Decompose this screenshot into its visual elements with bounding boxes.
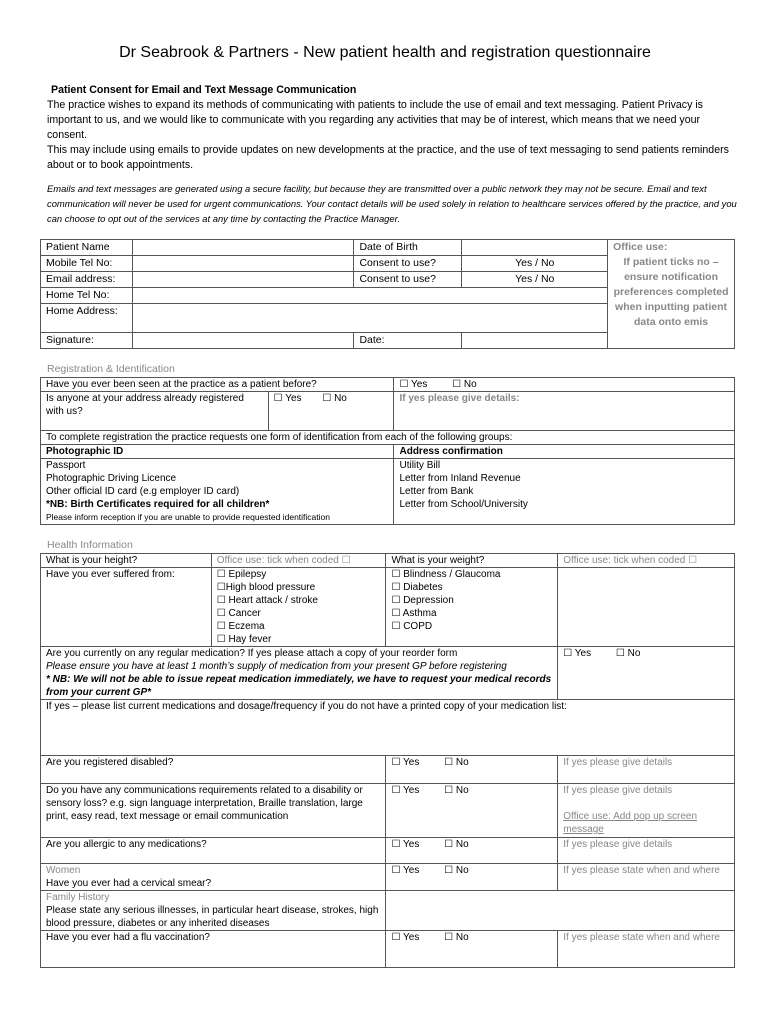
mobile-label: Mobile Tel No:: [41, 256, 133, 272]
consent-label-1: Consent to use?: [354, 256, 462, 272]
condition-checkbox[interactable]: ☐ Asthma: [391, 608, 437, 619]
address-confirm-list: [394, 459, 735, 525]
disabled-details[interactable]: If yes please give details: [558, 756, 735, 784]
conditions-right: [386, 568, 558, 647]
family-history-field[interactable]: [386, 891, 735, 931]
registration-heading: Registration & Identification: [47, 363, 175, 375]
office-use-title: Office use:: [613, 241, 668, 253]
medication-question: Are you currently on any regular medication? If yes please attach a copy of your reorder form: [46, 648, 458, 659]
allergy-yes[interactable]: ☐ Yes: [391, 839, 420, 850]
patient-details-table: [40, 239, 735, 349]
smear-question-cell: [41, 864, 386, 891]
address-confirm-heading: Address confirmation: [394, 445, 735, 459]
comms-yes[interactable]: ☐ Yes: [391, 785, 420, 796]
flu-question: Have you ever had a flu vaccination?: [41, 931, 386, 968]
condition-checkbox[interactable]: ☐ Cancer: [216, 608, 261, 619]
household-yes[interactable]: ☐ Yes: [273, 393, 302, 404]
page-title: Dr Seabrook & Partners - New patient health and registration questionnaire: [119, 44, 651, 61]
condition-checkbox[interactable]: ☐ Depression: [391, 595, 454, 606]
smear-question: Have you ever had a cervical smear?: [46, 878, 212, 889]
smear-no[interactable]: ☐ No: [444, 865, 469, 876]
id-intro: To complete registration the practice requests one form of identification from each of the following groups:: [41, 431, 735, 445]
smear-options: [386, 864, 558, 891]
disabled-no[interactable]: ☐ No: [444, 757, 469, 768]
allergy-options: [386, 838, 558, 864]
medication-options: [558, 647, 735, 700]
household-no[interactable]: ☐ No: [322, 393, 347, 404]
date-field[interactable]: [462, 333, 608, 349]
patient-name-label: Patient Name: [41, 240, 133, 256]
dob-field[interactable]: [462, 240, 608, 256]
condition-checkbox[interactable]: ☐ Hay fever: [216, 634, 272, 645]
mobile-field[interactable]: [132, 256, 354, 272]
condition-checkbox[interactable]: ☐ Blindness / Glaucoma: [391, 569, 501, 580]
smear-yes[interactable]: ☐ Yes: [391, 865, 420, 876]
medication-nb: * NB: We will not be able to issue repeat medication immediately, we have to request your medical records from your current GP*: [46, 674, 552, 698]
comms-options: [386, 784, 558, 838]
disabled-options: [386, 756, 558, 784]
disabled-question: Are you registered disabled?: [41, 756, 386, 784]
address-item: Utility Bill: [399, 460, 441, 471]
women-label: Women: [46, 865, 81, 876]
medication-question-cell: [41, 647, 558, 700]
allergy-no[interactable]: ☐ No: [444, 839, 469, 850]
patient-name-field[interactable]: [132, 240, 354, 256]
conditions-left: [211, 568, 386, 647]
medication-yes[interactable]: ☐ Yes: [563, 648, 592, 659]
comms-no[interactable]: ☐ No: [444, 785, 469, 796]
condition-checkbox[interactable]: ☐ Eczema: [216, 621, 265, 632]
consent-section: [47, 83, 737, 226]
condition-checkbox[interactable]: ☐ Heart attack / stroke: [216, 595, 318, 606]
comms-details[interactable]: If yes please give details: [563, 785, 673, 796]
dob-label: Date of Birth: [354, 240, 462, 256]
height-office-tick[interactable]: Office use: tick when coded ☐: [211, 554, 386, 568]
condition-checkbox[interactable]: ☐High blood pressure: [216, 582, 316, 593]
flu-details[interactable]: If yes please state when and where: [558, 931, 735, 968]
household-options: [268, 392, 394, 431]
reception-note: Please inform reception if you are unable to provide requested identification: [46, 512, 330, 522]
home-address-label: Home Address:: [41, 304, 133, 333]
photo-id-item: Photographic Driving Licence: [46, 473, 177, 484]
consent-disclaimer: Emails and text messages are generated using a secure facility, but because they are transmitted over a public network they may not be secure. Email and text communication will never be used for urgent communications. Your contact details will be used solely in relation to healthcare services offered by the practice, and you can choose to opt out of the services at any time by contacting the Practice Manager.: [47, 183, 737, 224]
address-item: Letter from Bank: [399, 486, 474, 497]
family-history-question: Please state any serious illnesses, in particular heart disease, strokes, high blood pressure, diabetes or any inherited diseases: [46, 905, 379, 929]
household-question: Is anyone at your address already registered with us?: [41, 392, 269, 431]
household-details[interactable]: If yes please give details:: [394, 392, 735, 431]
home-address-field[interactable]: [132, 304, 607, 333]
seen-before-no[interactable]: ☐ No: [452, 379, 477, 390]
flu-yes[interactable]: ☐ Yes: [391, 932, 420, 943]
condition-checkbox[interactable]: ☐ Epilepsy: [216, 569, 267, 580]
popup-note: Office use: Add pop up screen message: [563, 811, 698, 835]
consent-yesno-1[interactable]: Yes / No: [462, 256, 608, 272]
signature-field[interactable]: [132, 333, 354, 349]
office-use-box: [608, 240, 735, 349]
home-tel-field[interactable]: [132, 288, 607, 304]
photo-id-item: Other official ID card (e.g employer ID card): [46, 486, 240, 497]
health-heading: Health Information: [47, 539, 133, 551]
flu-options: [386, 931, 558, 968]
medication-list-field[interactable]: [41, 700, 735, 756]
medication-no[interactable]: ☐ No: [615, 648, 641, 659]
consent-paragraph-2: This may include using emails to provide updates on new developments at the practice, and the use of text messaging to send patients reminders about or to book appointments.: [47, 144, 729, 171]
height-question: What is your height?: [41, 554, 212, 568]
photo-id-list: [41, 459, 394, 525]
address-item: Letter from School/University: [399, 499, 528, 510]
weight-question: What is your weight?: [386, 554, 558, 568]
family-history-cell: [41, 891, 386, 931]
comms-question: Do you have any communications requirements related to a disability or sensory loss? e.g. sign language interpretation, Braille translation, large print, easy read, text message or email communication: [41, 784, 386, 838]
address-item: Letter from Inland Revenue: [399, 473, 521, 484]
disabled-yes[interactable]: ☐ Yes: [391, 757, 420, 768]
office-use-note: If patient ticks no – ensure notification preferences completed when inputting patient data onto emis: [613, 256, 729, 328]
birth-cert-note: *NB: Birth Certificates required for all children*: [46, 499, 270, 510]
photo-id-heading: Photographic ID: [41, 445, 394, 459]
medication-list-prompt: If yes – please list current medications and dosage/frequency if you do not have a printed copy of your medication list:: [46, 701, 567, 712]
seen-before-options: [394, 378, 735, 392]
medication-supply-note: Please ensure you have at least 1 month’s supply of medication from your present GP before registering: [46, 661, 507, 672]
date-label: Date:: [354, 333, 462, 349]
flu-no[interactable]: ☐ No: [444, 932, 469, 943]
weight-office-tick[interactable]: Office use: tick when coded ☐: [558, 554, 735, 568]
consent-heading: Patient Consent for Email and Text Message Communication: [51, 84, 357, 96]
condition-checkbox[interactable]: ☐ Diabetes: [391, 582, 443, 593]
conditions-empty: [558, 568, 735, 647]
email-field[interactable]: [132, 272, 354, 288]
registration-table: [40, 377, 735, 525]
comms-details-cell: [558, 784, 735, 838]
home-tel-label: Home Tel No:: [41, 288, 133, 304]
email-label: Email address:: [41, 272, 133, 288]
photo-id-item: Passport: [46, 460, 86, 471]
consent-yesno-2[interactable]: Yes / No: [462, 272, 608, 288]
seen-before-yes[interactable]: ☐ Yes: [399, 379, 428, 390]
consent-label-2: Consent to use?: [354, 272, 462, 288]
signature-label: Signature:: [41, 333, 133, 349]
seen-before-question: Have you ever been seen at the practice as a patient before?: [41, 378, 394, 392]
allergy-details[interactable]: If yes please give details: [558, 838, 735, 864]
condition-checkbox[interactable]: ☐ COPD: [391, 621, 433, 632]
consent-paragraph-1: The practice wishes to expand its methods of communicating with patients to include the use of email and text messaging. Patient Privacy is important to us, and we would like to communicate with you regarding any activities that may be of interest, which means that we need your consent.: [47, 99, 703, 141]
suffered-question: Have you ever suffered from:: [41, 568, 212, 647]
smear-details[interactable]: If yes please state when and where: [558, 864, 735, 891]
health-table: [40, 553, 735, 968]
allergy-question: Are you allergic to any medications?: [41, 838, 386, 864]
family-history-label: Family History: [46, 892, 110, 903]
